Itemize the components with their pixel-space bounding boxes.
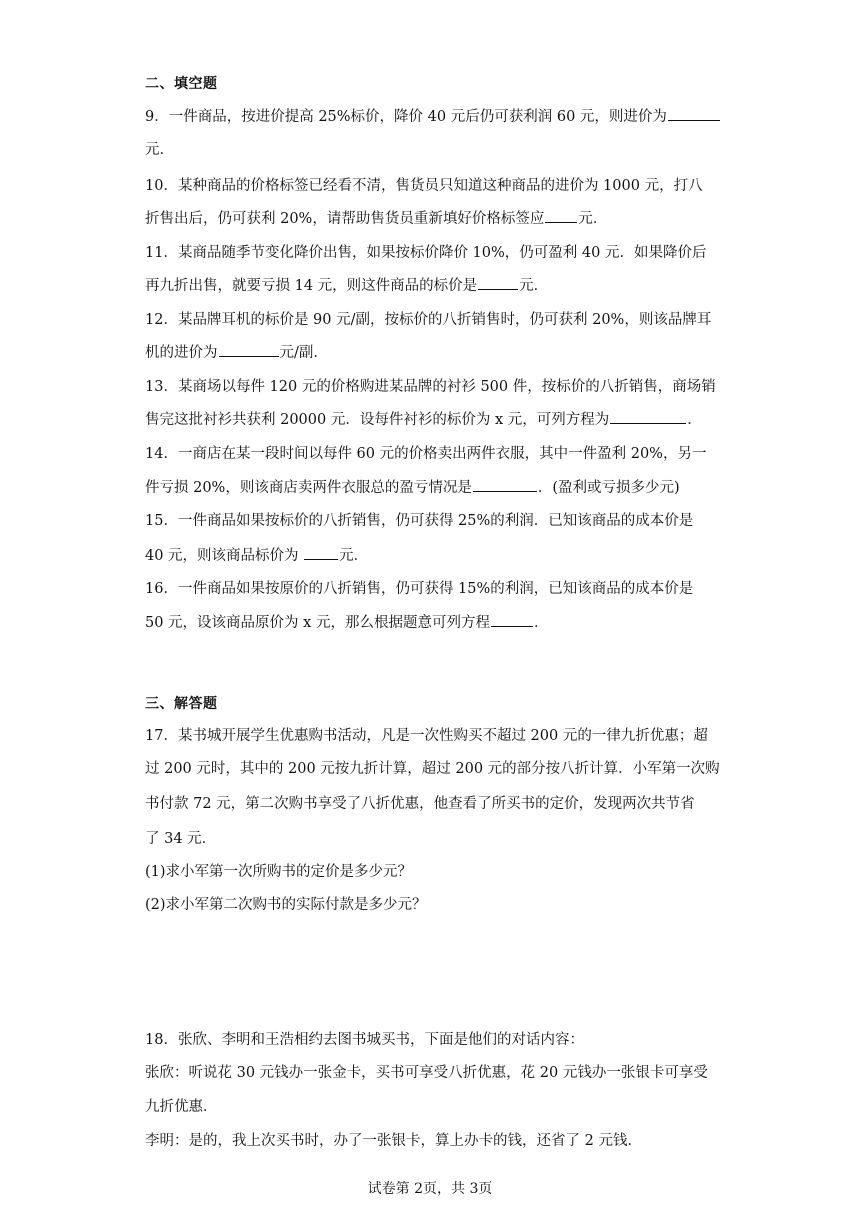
unit-text: 元． [519, 278, 549, 294]
question-17-part-1: (1)求小军第一次所购书的定价是多少元？ [145, 864, 413, 880]
question-9-line-1 [145, 106, 721, 127]
page-footer: 试卷第 2页，共 3页 [367, 1181, 493, 1197]
question-17-line-1: 17．某书城开展学生优惠购书活动，凡是一次性购买不超过 200 元的一律九折优惠；超 [145, 728, 708, 744]
unit-text: 元． [339, 548, 369, 564]
answer-blank[interactable] [610, 409, 686, 424]
section-title-fill-in: 二、填空题 [145, 76, 218, 92]
question-15-line-1: 15．一件商品如果按标价的八折销售，仍可获得 25%的利润．已知该商品的成本价是 [145, 513, 694, 529]
answer-blank[interactable] [478, 275, 518, 290]
question-16-line-2 [145, 612, 548, 633]
question-10-line-1: 10．某种商品的价格标签已经看不清，售货员只知道这种商品的进价为 1000 元，打八 [145, 178, 703, 194]
question-17-line-4: 了 34 元． [145, 831, 217, 847]
question-16-line-1: 16．一件商品如果按原价的八折销售，仍可获得 15%的利润，已知该商品的成本价是 [145, 581, 694, 597]
question-12-line-1: 12．某品牌耳机的标价是 90 元/副，按标价的八折销售时，仍可获利 20%，则该品牌耳 [145, 312, 712, 328]
question-12-text: 机的进价为 [145, 345, 218, 361]
question-10-line-2 [145, 208, 607, 229]
question-10-text: 折售出后，仍可获利 20%，请帮助售货员重新填好价格标签应 [145, 211, 545, 227]
answer-blank[interactable] [304, 545, 338, 560]
unit-text: 元/副． [279, 345, 328, 361]
answer-blank[interactable] [545, 208, 577, 223]
question-18-line-3: 九折优惠． [145, 1099, 218, 1115]
question-17-line-2: 过 200 元时，其中的 200 元按九折计算，超过 200 元的部分按八折计算．小军第一次购 [145, 761, 720, 777]
unit-text: ． [533, 615, 549, 631]
answer-blank[interactable] [219, 342, 279, 357]
section-title-solve: 三、解答题 [145, 696, 218, 712]
unit-text: ． [687, 412, 702, 428]
question-14-text: 件亏损 20%，则该商店卖两件衣服总的盈亏情况是 [145, 480, 472, 496]
question-18-line-1: 18．张欣、李明和王浩相约去图书城买书，下面是他们的对话内容： [145, 1032, 584, 1048]
question-15-line-2 [145, 545, 368, 566]
question-17-part-2: (2)求小军第二次购书的实际付款是多少元？ [145, 897, 427, 913]
question-13-text: 售完这批衬衫共获利 20000 元．设每件衬衫的标价为 x 元，可列方程为 [145, 412, 610, 428]
question-9-text: 9．一件商品，按进价提高 25%标价，降价 40 元后仍可获利润 60 元，则进价为 [145, 109, 667, 125]
question-13-line-2 [145, 409, 702, 430]
hint-text: ．(盈利或亏损多少元) [537, 480, 680, 496]
question-9-line-2: 元． [145, 142, 174, 158]
answer-blank[interactable] [668, 106, 720, 121]
question-18-line-4: 李明：是的，我上次买书时，办了一张银卡，算上办卡的钱，还省了 2 元钱． [145, 1133, 642, 1149]
question-16-text: 50 元，设该商品原价为 x 元，那么根据题意可列方程 [145, 615, 490, 631]
question-15-text: 40 元，则该商品标价为 [145, 548, 304, 564]
question-13-line-1: 13．某商场以每件 120 元的价格购进某品牌的衬衫 500 件，按标价的八折销售，商场销 [145, 379, 716, 395]
question-17-line-3: 书付款 72 元，第二次购书享受了八折优惠，他查看了所买书的定价，发现两次共节省 [145, 796, 695, 812]
question-14-line-2 [145, 477, 680, 498]
question-11-line-1: 11．某商品随季节变化降价出售，如果按标价降价 10%，仍可盈利 40 元．如果降价后 [145, 245, 707, 261]
question-11-text: 再九折出售，就要亏损 14 元，则这件商品的标价是 [145, 278, 478, 294]
question-14-line-1: 14．一商店在某一段时间以每件 60 元的价格卖出两件衣服，其中一件盈利 20%，另一 [145, 446, 707, 462]
answer-blank[interactable] [473, 477, 537, 492]
question-12-line-2 [145, 342, 328, 363]
question-11-line-2 [145, 275, 548, 296]
question-18-line-2: 张欣：听说花 30 元钱办一张金卡，买书可享受八折优惠，花 20 元钱办一张银卡可享受 [145, 1065, 708, 1081]
answer-blank[interactable] [491, 612, 533, 627]
unit-text: 元． [578, 211, 608, 227]
